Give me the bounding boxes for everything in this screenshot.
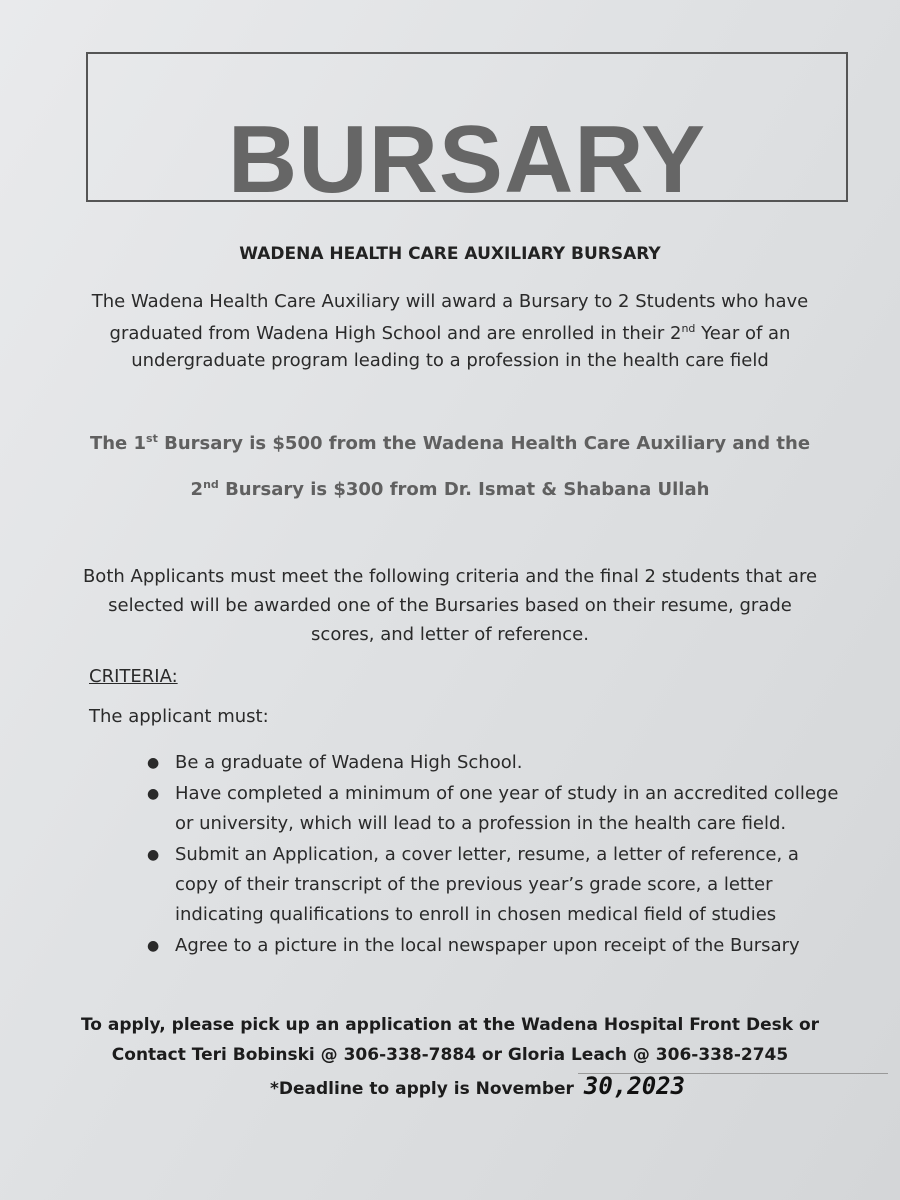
criteria-list [147, 748, 847, 962]
bursary-1-text: The 1 [89, 433, 147, 454]
apply-instructions [0, 1010, 900, 1070]
bullet-icon: ● [147, 847, 160, 863]
criteria-item-text: Agree to a picture in the local newspaper upon receipt of the Bursary [175, 935, 800, 956]
handwritten-deadline-date: 30,2023 [583, 1072, 686, 1100]
list-item [147, 931, 847, 961]
both-line-2: selected will be awarded one of the Bursaries based on their resume, grade [108, 595, 792, 616]
bullet-icon: ● [147, 786, 160, 802]
page-title: BURSARY [227, 106, 707, 213]
bursary-2-sup: nd [203, 478, 219, 491]
bursary-1-line [0, 432, 900, 454]
criteria-item-text: Be a graduate of Wadena High School. [175, 752, 523, 773]
intro-line-2 [0, 315, 900, 347]
bursary-2-end: Bursary is $300 from Dr. Ismat & Shabana Ullah [218, 479, 710, 500]
applicant-must-label: The applicant must: [89, 706, 269, 727]
title-box [86, 52, 848, 213]
intro-line-2-sup: nd [681, 322, 696, 335]
bursary-heading: WADENA HEALTH CARE AUXILIARY BURSARY [239, 244, 661, 264]
list-item [147, 748, 847, 778]
both-line-3: scores, and letter of reference. [311, 624, 589, 645]
bursary-1-end: Bursary is $500 from the Wadena Health Care Auxiliary and the [157, 433, 811, 454]
criteria-item-text: Have completed a minimum of one year of study in an accredited college or university, which will lead to a profession in the health care field. [175, 783, 839, 834]
deadline [270, 1072, 685, 1100]
list-item [147, 779, 847, 839]
criteria-item-text: Submit an Application, a cover letter, resume, a letter of reference, a copy of their transcript of the previous year’s grade score, a letter indicating qualifications to enroll in chosen medical field of studies [175, 844, 799, 925]
intro-paragraph [0, 288, 900, 374]
criteria-label: CRITERIA: [89, 666, 178, 687]
both-line-1: Both Applicants must meet the following criteria and the final 2 students that are [82, 566, 818, 587]
both-applicants-paragraph [0, 562, 900, 649]
bursary-2-text: 2 [190, 479, 204, 500]
apply-line-1: To apply, please pick up an application at the Wadena Hospital Front Desk or [80, 1015, 820, 1035]
deadline-label: *Deadline to apply is November [270, 1079, 574, 1099]
bursary-1-sup: st [146, 432, 158, 445]
intro-line-1: The Wadena Health Care Auxiliary will award a Bursary to 2 Students who have [91, 291, 809, 312]
list-item [147, 840, 847, 930]
bullet-icon: ● [147, 938, 160, 954]
bursary-2-line [0, 478, 900, 500]
apply-line-2: Contact Teri Bobinski @ 306-338-7884 or Gloria Leach @ 306-338-2745 [111, 1045, 789, 1065]
intro-line-3: undergraduate program leading to a profession in the health care field [131, 350, 769, 371]
bullet-icon: ● [147, 755, 160, 771]
intro-line-2-end: Year of an [695, 323, 791, 344]
intro-line-2-text: graduated from Wadena High School and are enrolled in their 2 [109, 323, 682, 344]
